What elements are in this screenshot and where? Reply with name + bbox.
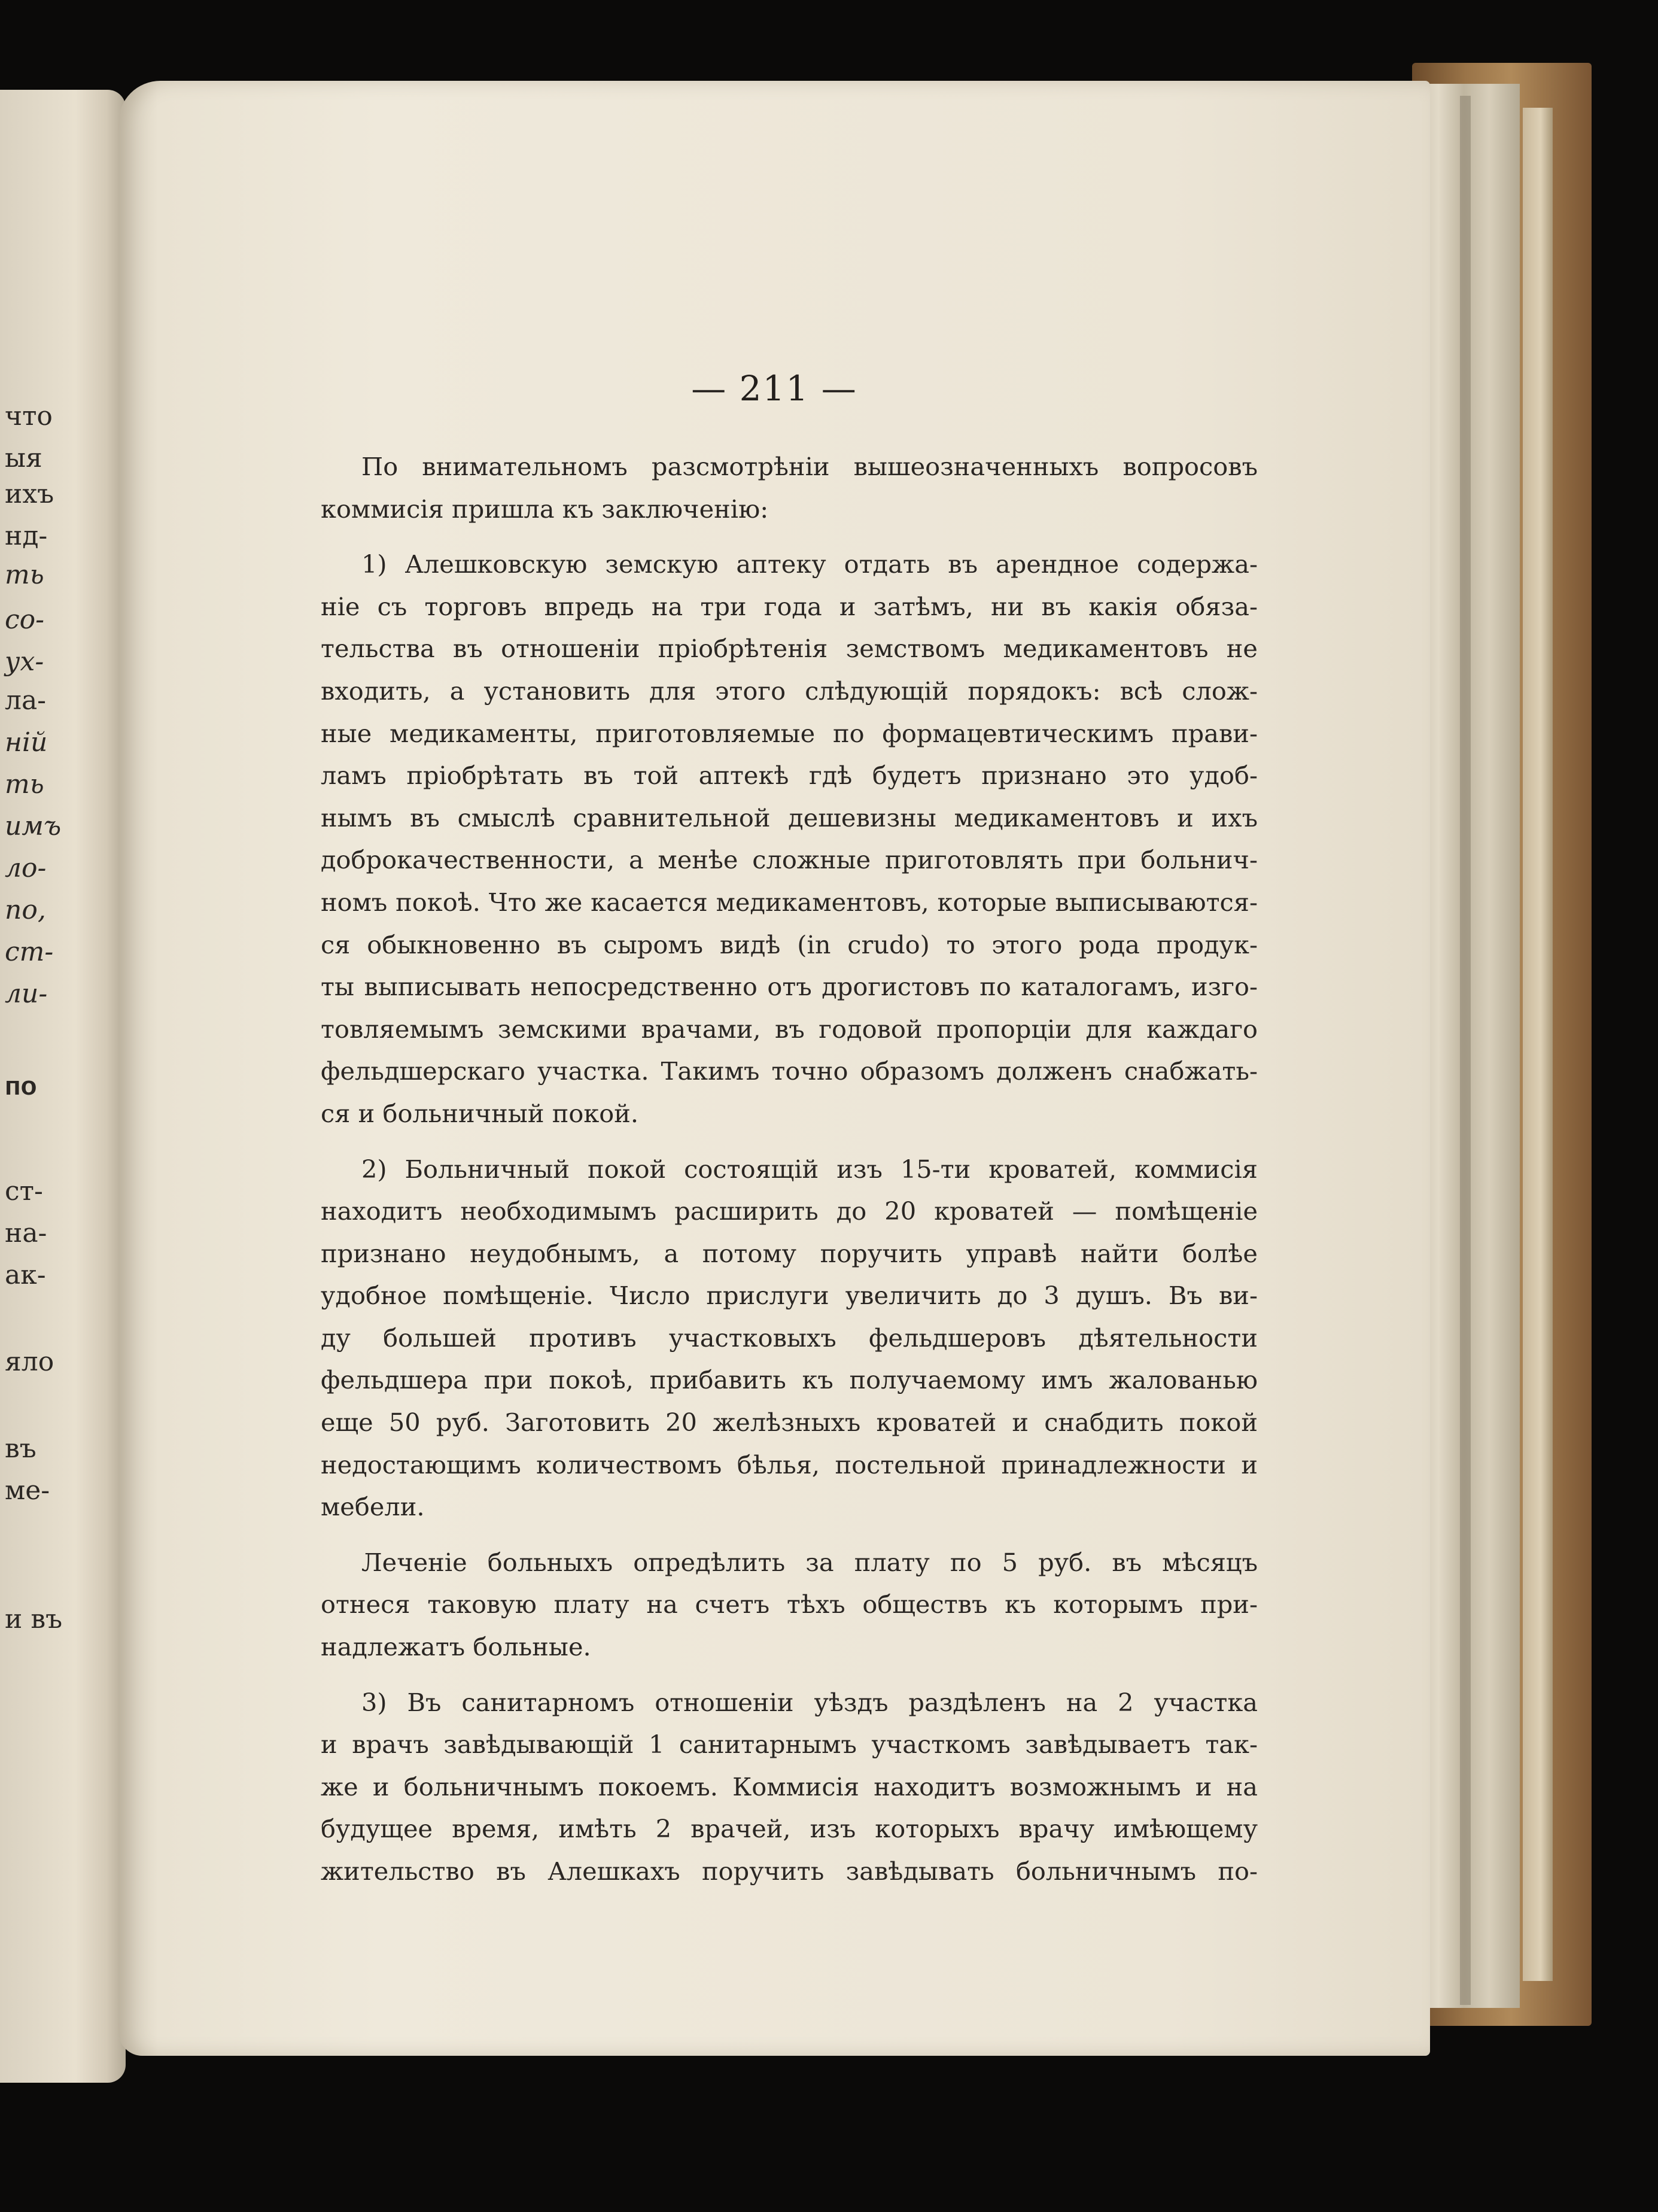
text-line: признано неудобнымъ, а потому поручить управѣ найти болѣе [321, 1238, 1258, 1268]
left-page-fragment: ыя [5, 443, 42, 473]
text-line: ніе съ торговъ впредь на три года и затѣмъ, ни въ какія обяза- [321, 591, 1258, 621]
text-line: ся обыкновенно въ сыромъ видѣ (in crudo) то этого рода продук- [321, 929, 1258, 959]
left-page-fragment: въ [5, 1433, 36, 1464]
text-line: коммисія пришла къ заключенію: [321, 494, 769, 524]
left-page-fragment: ть [5, 560, 44, 590]
text-line: тельства въ отношеніи пріобрѣтенія земствомъ медикаментовъ не [321, 634, 1258, 664]
page-number: — 211 — [691, 368, 857, 409]
left-page-fragment: нд- [5, 521, 48, 551]
text-line: будущее время, имѣть 2 врачей, изъ которыхъ врачу имѣющему [321, 1814, 1258, 1844]
cover-inner-edge [1523, 108, 1553, 1981]
left-page-fragment: ть [5, 769, 44, 800]
text-line: надлежатъ больные. [321, 1632, 591, 1662]
text-line: 3) Въ санитарномъ отношеніи уѣздъ раздѣленъ на 2 участка [361, 1687, 1258, 1717]
text-line: входить, а установить для этого слѣдующій порядокъ: всѣ слож- [321, 676, 1258, 706]
text-line: же и больничнымъ покоемъ. Коммисія находитъ возможнымъ и на [321, 1772, 1258, 1801]
text-line: товляемымъ земскими врачами, въ годовой пропорціи для каждаго [321, 1014, 1258, 1044]
text-line: нымъ въ смыслѣ сравнительной дешевизны медикаментовъ и ихъ [321, 803, 1258, 832]
previous-page [0, 90, 126, 2083]
text-line: номъ покоѣ. Что же касается медикаментовъ, которые выписываются- [321, 887, 1258, 917]
text-line: удобное помѣщеніе. Число прислуги увеличить до 3 душъ. Въ ви- [321, 1281, 1258, 1311]
paragraph [321, 446, 1258, 530]
text-line: находитъ необходимымъ расширить до 20 кроватей — помѣщеніе [321, 1196, 1258, 1226]
left-page-fragment: ме- [5, 1475, 50, 1506]
text-line: ду большей противъ участковыхъ фельдшеровъ дѣятельности [321, 1323, 1258, 1353]
text-line: и врачъ завѣдывающій 1 санитарнымъ участкомъ завѣдываетъ так- [321, 1730, 1258, 1760]
text-line: недостающимъ количествомъ бѣлья, постельной принадлежности и [321, 1450, 1258, 1479]
text-line: 1) Алешковскую земскую аптеку отдать въ арендное содержа- [361, 549, 1258, 579]
text-line: ты выписывать непосредственно отъ дрогистовъ по каталогамъ, изго- [321, 972, 1258, 1002]
left-page-fragment: по [5, 1071, 37, 1101]
text-line: Леченіе больныхъ опредѣлить за плату по 5 руб. въ мѣсяцъ [361, 1547, 1258, 1577]
text-line: ламъ пріобрѣтать въ той аптекѣ гдѣ будетъ признано это удоб- [321, 761, 1258, 791]
text-line: По внимательномъ разсмотрѣніи вышеозначенныхъ вопросовъ [361, 452, 1258, 481]
left-page-fragment: имъ [5, 811, 62, 841]
left-page-fragment: по, [5, 895, 46, 925]
page-body [321, 446, 1258, 1906]
left-page-fragment: ак- [5, 1260, 46, 1290]
left-page-fragment: ли- [5, 979, 48, 1009]
left-page-fragment: яло [5, 1347, 54, 1377]
text-line: ся и больничный покой. [321, 1098, 639, 1128]
paragraph [321, 543, 1258, 1135]
left-page-fragment: со- [5, 604, 44, 635]
text-line: мебели. [321, 1492, 425, 1522]
text-line: фельдшерскаго участка. Такимъ точно образомъ долженъ снабжать- [321, 1056, 1258, 1086]
left-page-fragment: ух- [5, 646, 44, 677]
text-line: ные медикаменты, приготовляемые по формацевтическимъ прави- [321, 718, 1258, 748]
left-page-fragment: ло- [5, 853, 47, 883]
text-line: еще 50 руб. Заготовить 20 желѣзныхъ кроватей и снабдить покой [321, 1408, 1258, 1438]
text-line: жительство въ Алешкахъ поручить завѣдывать больничнымъ по- [321, 1856, 1258, 1886]
text-line: отнеся таковую плату на счетъ тѣхъ обществъ къ которымъ при- [321, 1590, 1258, 1620]
left-page-fragment: на- [5, 1218, 47, 1248]
paragraph [321, 1542, 1258, 1669]
book-page [118, 81, 1430, 2056]
page-stack-shadow [1460, 96, 1471, 2005]
paragraph [321, 1148, 1258, 1529]
left-page-fragment: ихъ [5, 479, 54, 509]
left-page-fragment: ній [5, 727, 48, 758]
left-page-fragment: ст- [5, 1176, 43, 1207]
text-line: доброкачественности, а менѣе сложные приготовлять при больнич- [321, 845, 1258, 875]
text-line: фельдшера при покоѣ, прибавить къ получаемому имъ жалованью [321, 1365, 1258, 1395]
left-page-fragment: что [5, 401, 53, 432]
text-line: 2) Больничный покой состоящій изъ 15-ти кроватей, коммисія [361, 1154, 1258, 1184]
left-page-fragment: ла- [5, 685, 47, 716]
paragraph [321, 1682, 1258, 1893]
left-page-fragment: ст- [5, 937, 54, 967]
left-page-fragment: и въ [5, 1604, 63, 1634]
